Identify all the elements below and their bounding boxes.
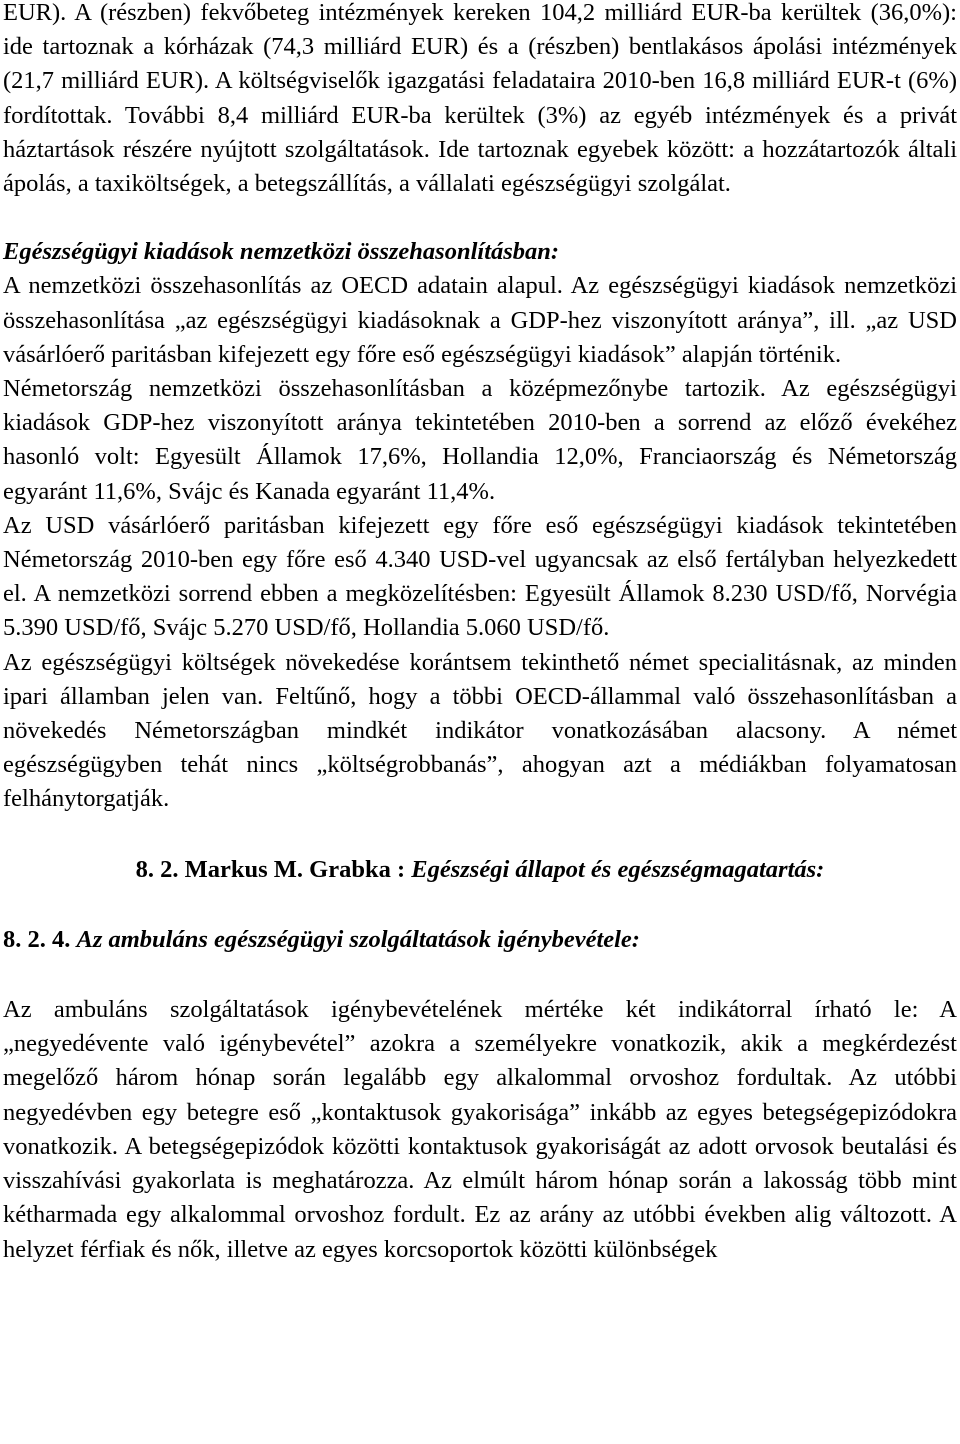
paragraph-expenditure-breakdown: EUR). A (részben) fekvőbeteg intézmények kereken 104,2 milliárd EUR-ba kerültek (36,0%): ide tartoznak a kórházak (74,3 milliárd EUR) és a (részben) bentlakásos ápolási intézmények (21,7 milliárd EUR). A költségviselők igazgatási feladataira 2010-ben 16,8 milliárd EUR-t (6%) fordítottak. További 8,4 milliárd EUR-ba kerültek (3%) az egyéb intézmények és a privát háztartások részére nyújtott szolgáltatások. Ide tartoznak egyebek között: a hozzátartozók általi ápolás, a taxiköltségek, a betegszállítás, a vállalati egészségügyi szolgálat. xyxy=(3,0,957,198)
spacer xyxy=(3,201,957,235)
spacer xyxy=(3,957,957,993)
subsection-heading xyxy=(3,923,957,957)
paragraph-usd-ranking: Az USD vásárlóerő paritásban kifejezett egy főre eső egészségügyi kiadások tekintetében Németország 2010-ben egy főre eső 4.340 USD-vel ugyancsak az első fertályban helyezkedett el. A nemzetközi sorrend ebben a megközelítésben: Egyesült Államok 8.230 USD/fő, Norvégia 5.390 USD/fő, Svájc 5.270 USD/fő, Hollandia 5.060 USD/fő. xyxy=(3,511,957,642)
section-heading-international: Egészségügyi kiadások nemzetközi összehasonlításban: xyxy=(3,238,560,266)
document-page xyxy=(3,0,957,1267)
subsection-heading-prefix: 8. 2. 4. xyxy=(3,925,77,953)
paragraph-ambulant-services: Az ambuláns szolgáltatások igénybevételének mértéke két indikátorral írható le: A „negyedévente való igénybevétel” azokra a személyekre vonatkozik, akik a megkérdezést megelőző három hónap során legalább egy alkalommal orvoshoz fordultak. Az utóbbi negyedévben egy betegre eső „kontaktusok gyakorisága” inkább az egyes betegségepizódokra vonatkozik. A betegségepizódok közötti kontaktusok gyakoriságát az adott orvosok beutalási és visszahívási gyakorlata is meghatározza. Az elmúlt három hónap során a lakosság több mint kétharmada egy alkalommal orvoshoz fordult. Ez az arány az utóbbi években alig változott. A helyzet férfiak és nők, illetve az egyes korcsoportok közötti különbségek xyxy=(3,996,957,1263)
spacer xyxy=(3,817,957,853)
paragraph-cost-growth: Az egészségügyi költségek növekedése korántsem tekinthető német specialitásnak, az minden ipari államban jelen van. Feltűnő, hogy a többi OECD-állammal való összehasonlításban a növekedés Németországban mindkét indikátor vonatkozásában alacsony. A német egészségügyben tehát nincs „költségrobbanás”, ahogyan azt a médiákban folyamatosan felhánytorgatják. xyxy=(3,648,957,813)
paragraph-gdp-ranking: Németország nemzetközi összehasonlításban a középmezőnybe tartozik. Az egészségügyi kiadások GDP-hez viszonyított aránya tekintetében 2010-ben a sorrend az előző évekéhez hasonló volt: Egyesült Államok 17,6%, Hollandia 12,0%, Franciaország és Németország egyaránt 11,6%, Svájc és Kanada egyaránt 11,4%. xyxy=(3,375,957,505)
subsection-heading-title: Az ambuláns egészségügyi szolgáltatások igénybevétele: xyxy=(76,925,640,953)
chapter-heading-prefix: 8. 2. Markus M. Grabka : xyxy=(135,855,412,883)
chapter-heading-title: Egészségi állapot és egészségmagatartás: xyxy=(411,855,825,883)
paragraph-oecd-basis: A nemzetközi összehasonlítás az OECD adatain alapul. Az egészségügyi kiadások nemzetközi összehasonlítása „az egészségügyi kiadásoknak a GDP-hez viszonyított aránya”, ill. „az USD vásárlóerő paritásban kifejezett egy főre eső egészségügyi kiadások” alapján történik. xyxy=(3,272,957,368)
spacer xyxy=(3,887,957,923)
chapter-heading xyxy=(3,853,957,887)
